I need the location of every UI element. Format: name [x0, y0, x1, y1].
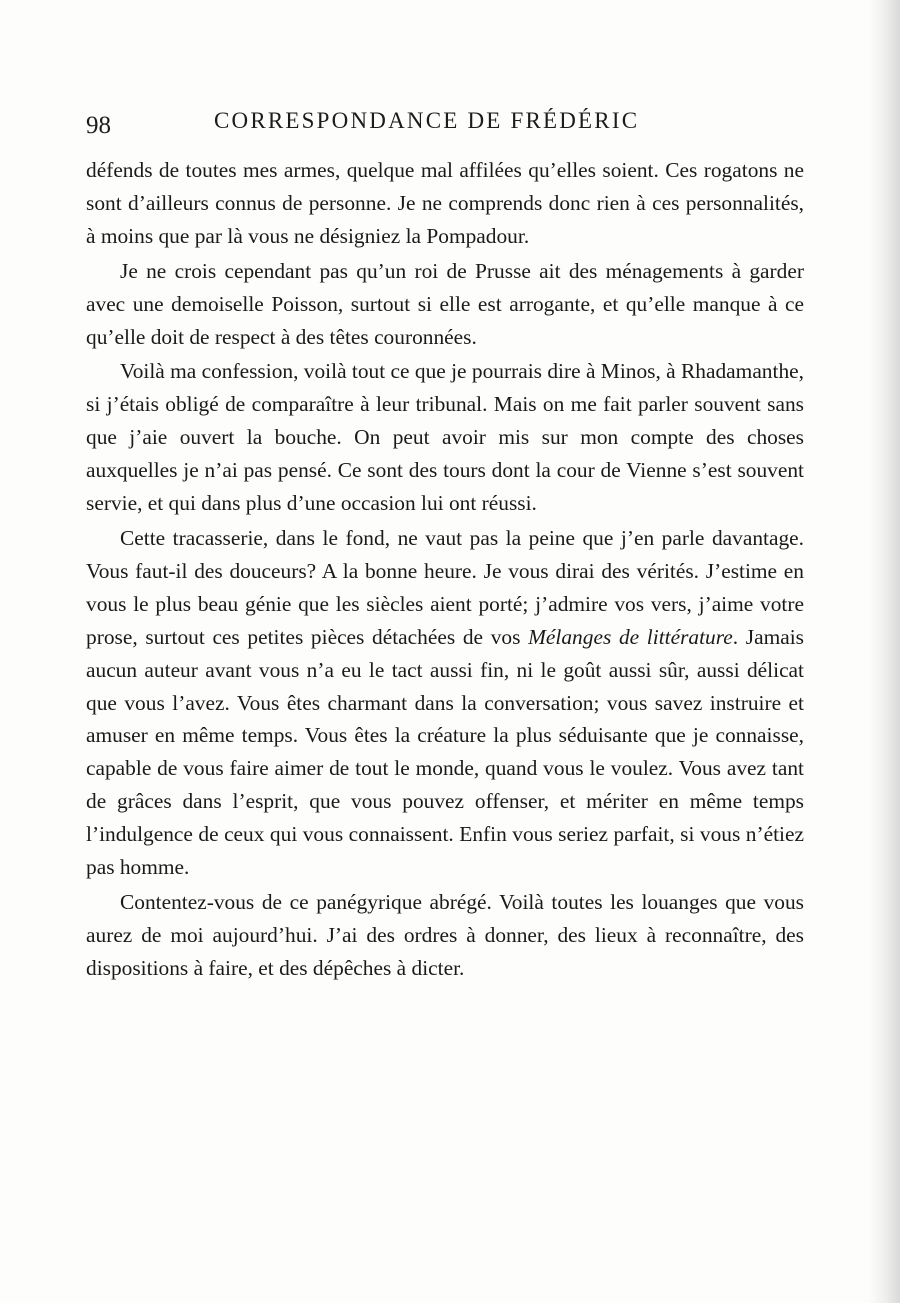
paragraph-4-text-after: . Jamais aucun auteur avant vous n’a eu le tact aussi fin, ni le goût aussi sûr, aussi délicat que vous l’avez. Vous êtes charmant dans la conversation; vous savez instruire et amuser en même temps. Vous êtes la créature la plus séduisante que je connaisse, capable de vous faire aimer de tout le monde, quand vous le voulez. Vous avez tant de grâces dans l’esprit, que vous pouvez offenser, et mériter en même temps l’indulgence de ceux qui vous connaissent. Enfin vous seriez parfait, si vous n’étiez pas homme.: [86, 624, 805, 880]
paragraph-1: défends de toutes mes armes, quelque mal affilées qu’elles soient. Ces rogatons ne sont d’ailleurs connus de personne. Je ne comprends donc rien à ces personnalités, à moins que par là vous ne désigniez la Pompadour.: [86, 158, 804, 248]
paragraph-5: Contentez-vous de ce panégyrique abrégé. Voilà toutes les louanges que vous aurez de moi aujourd’hui. J’ai des ordres à donner, des lieux à reconnaître, des dispositions à faire, et des dépêches à dicter.: [86, 889, 804, 980]
page-header: [86, 104, 806, 144]
page-edge-shadow: [868, 0, 900, 1303]
paragraph-4: [86, 522, 804, 884]
book-title-italic: Mélanges de littérature: [528, 624, 733, 649]
body-text: [86, 154, 804, 985]
paragraph-2: Je ne crois cependant pas qu’un roi de Prusse ait des ménagements à garder avec une demoiselle Poisson, surtout si elle est arrogante, et qu’elle manque à ce qu’elle doit de respect à des têtes couronnées.: [86, 258, 804, 349]
page-number: 98: [86, 112, 111, 139]
running-title: CORRESPONDANCE DE FRÉDÉRIC: [214, 108, 640, 133]
paragraph-4-text-before: Cette tracasserie, dans le fond, ne vaut pas la peine que j’en parle davantage. Vous faut-il des douceurs? A la bonne heure. Je vous dirai des vérités. J’estime en vous le plus beau génie que les siècles aient porté; j’admire vos vers, j’aime votre prose, surtout ces petites pièces détachées de vos: [86, 525, 804, 649]
paragraph-3: Voilà ma confession, voilà tout ce que je pourrais dire à Minos, à Rhadamanthe, si j’étais obligé de comparaître à leur tribunal. Mais on me fait parler souvent sans que j’aie ouvert la bouche. On peut avoir mis sur mon compte des choses auxquelles je n’ai pas pensé. Ce sont des tours dont la cour de Vienne s’est souvent servie, et qui dans plus d’une occasion lui ont réussi.: [86, 359, 804, 516]
